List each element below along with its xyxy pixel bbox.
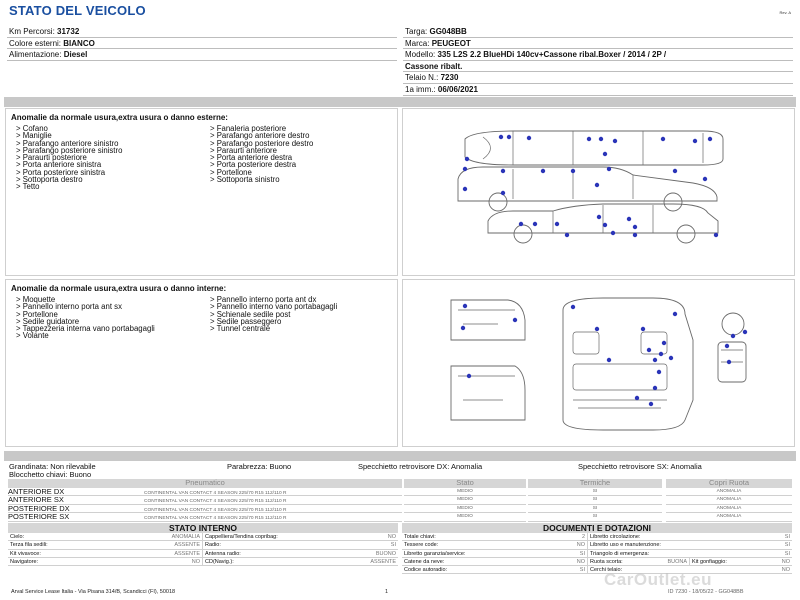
external-damage-title: Anomalie da normale usura,extra usura o danno esterne: (11, 113, 228, 122)
internal-damage-list (16, 296, 396, 340)
external-car-diagram (403, 109, 796, 277)
table-row: Navigatore: NO CD(Navig.): ASSENTE (10, 558, 396, 565)
table-row: ANTERIORE SX CONTINENTAL VAN CONTACT 4 SEASON 225/70 R15 112/110 R (8, 496, 402, 505)
internal-car-diagram-panel (402, 279, 795, 447)
list-item: > Tappezzeria interna vano portabagagli (16, 324, 155, 334)
table-row: POSTERIORE SX CONTINENTAL VAN CONTACT 4 SEASON 225/70 R15 112/110 R (8, 513, 402, 522)
list-item: > Moquette (16, 295, 56, 304)
list-item: > Sottoporta destro (16, 175, 83, 185)
parabrezza-label: Parabrezza: Buono (227, 462, 292, 471)
marca-row: Marca: PEUGEOT (403, 38, 793, 50)
internal-car-diagram (403, 280, 796, 448)
table-cell: ANOMALIA (666, 488, 792, 497)
list-item: > Porta posteriore sinistra (16, 167, 106, 177)
table-cell: SI (528, 488, 662, 497)
footer-page-number: 1 (385, 589, 389, 595)
table-cell: MEDIO (404, 496, 526, 505)
table-cell: ANOMALIA (666, 496, 792, 505)
targa-row: Targa: GG048BB (403, 26, 793, 38)
list-item: > Sottoporta sinistro (210, 175, 280, 185)
table-row: Kit vivavoce: ASSENTE Antenna radio: BUONO (10, 550, 396, 557)
list-item: > Schienale sedile post (210, 309, 291, 319)
table-cell: ANOMALIA (666, 513, 792, 522)
modello-row: Modello: 335 L2S 2.2 BlueHDi 140cv+Cassone ribal.Boxer / 2014 / 2P / (403, 49, 793, 61)
list-item: > Cofano (16, 124, 48, 133)
immatricolazione-row: 1a imm.: 06/06/2021 (403, 84, 793, 96)
table-row: Tessere code: NO Libretto uso e manutenzione: SI (404, 542, 790, 549)
table-row: Cielo: ANOMALIA Cappelliera/Tendina copribag: NO (10, 534, 396, 540)
table-cell: MEDIO (404, 488, 526, 497)
stato-header: Stato (404, 479, 526, 488)
list-item: > Portellone (210, 167, 252, 177)
vehicle-info-right (403, 26, 793, 96)
table-row: Libretto garanzia/service: SI Triangolo di emergenza: SI (404, 550, 790, 557)
table-row: Codice autoradio: SI Cerchi telaio: NO (404, 567, 790, 574)
copri-ruota-header: Copri Ruota (666, 479, 792, 488)
external-car-diagram-panel (402, 108, 795, 276)
table-cell: MEDIO (404, 505, 526, 514)
grandinata-label: Grandinata: Non rilevabile (9, 462, 96, 471)
table-row: Terza fila sedili: ASSENTE Radio: SI (10, 542, 396, 549)
revision-label: Rev. A (779, 10, 791, 15)
specchietto-sx-label: Specchietto retrovisore SX: Anomalia (578, 462, 702, 471)
documenti-table (402, 523, 792, 574)
list-item: > Sedile passeggero (210, 316, 282, 326)
list-item: > Volante (16, 331, 49, 341)
list-item: > Paraurti posteriore (16, 153, 87, 163)
table-row: ANTERIORE DX CONTINENTAL VAN CONTACT 4 SEASON 225/70 R15 112/110 R (8, 488, 402, 497)
table-row: POSTERIORE DX CONTINENTAL VAN CONTACT 4 SEASON 225/70 R15 112/110 R (8, 505, 402, 514)
alimentazione-row: Alimentazione: Diesel (7, 49, 397, 61)
footer-company: Arval Service Lease Italia - Via Pisana 314/B, Scandicci (FI), 50018 (11, 589, 176, 595)
external-damage-list (16, 125, 396, 191)
list-item: > Pannello interno porta ant sx (16, 302, 122, 312)
list-item: > Parafango posteriore destro (210, 138, 314, 148)
vehicle-info-left (7, 26, 397, 61)
list-item: > Porta posteriore destra (210, 160, 297, 170)
table-cell: ANOMALIA (666, 505, 792, 514)
specchietto-dx-label: Specchietto retrovisore DX: Anomalia (358, 462, 483, 471)
table-cell: SI (528, 505, 662, 514)
internal-damage-panel (5, 279, 398, 447)
page-title: STATO DEL VEICOLO (9, 3, 146, 18)
list-item: > Parafango anteriore sinistro (16, 138, 119, 148)
external-damage-panel (5, 108, 398, 276)
list-item: > Fanaleria posteriore (210, 124, 287, 133)
tyre-stato-column (404, 479, 526, 522)
list-item: > Pannello interno porta ant dx (210, 295, 317, 304)
internal-damage-title: Anomalie da normale usura,extra usura o danno interne: (11, 284, 227, 293)
tyre-header: Pneumatico (8, 479, 402, 488)
tyre-table (8, 479, 402, 522)
list-item: > Portellone (16, 309, 58, 319)
documenti-title: DOCUMENTI E DOTAZIONI (402, 523, 792, 533)
section-divider (4, 97, 796, 107)
telaio-row: Telaio N.: 7230 (403, 72, 793, 84)
list-item: > Sedile guidatore (16, 316, 80, 326)
watermark-logo: CarOutlet.eu (604, 570, 713, 589)
stato-interno-title: STATO INTERNO (8, 523, 398, 533)
tyre-termiche-column (528, 479, 662, 522)
footer-reference: ID 7230 - 18/05/22 - GG048BB (668, 589, 744, 595)
section-divider (4, 451, 796, 461)
table-row: Totale chiavi: 2 Libretto circolazione: SI (404, 534, 790, 540)
list-item: > Paraurti anteriore (210, 145, 277, 155)
table-row: Catene da neve: NO Ruota scorta: BUONA Kit gonfiaggio: NO (404, 558, 790, 565)
blocchetto-label: Blocchetto chiavi: Buono (9, 470, 92, 479)
km-row: Km Percorsi: 31732 (7, 26, 397, 38)
list-item: > Porta anteriore destra (210, 153, 293, 163)
tyre-copri-column (666, 479, 792, 522)
list-item: > Tetto (16, 182, 40, 192)
modello-row-cont: Cassone ribalt. (403, 61, 793, 73)
list-item: > Parafango anteriore destro (210, 131, 310, 141)
colore-row: Colore esterni: BIANCO (7, 38, 397, 50)
table-cell: SI (528, 513, 662, 522)
table-cell: SI (528, 496, 662, 505)
list-item: > Porta anteriore sinistra (16, 160, 102, 170)
list-item: > Pannello interno vano portabagagli (210, 302, 338, 312)
list-item: > Maniglie (16, 131, 52, 141)
stato-interno-table (8, 523, 398, 566)
table-cell: MEDIO (404, 513, 526, 522)
termiche-header: Termiche (528, 479, 662, 488)
list-item: > Parafango posteriore sinistro (16, 145, 123, 155)
list-item: > Tunnel centrale (210, 324, 271, 334)
